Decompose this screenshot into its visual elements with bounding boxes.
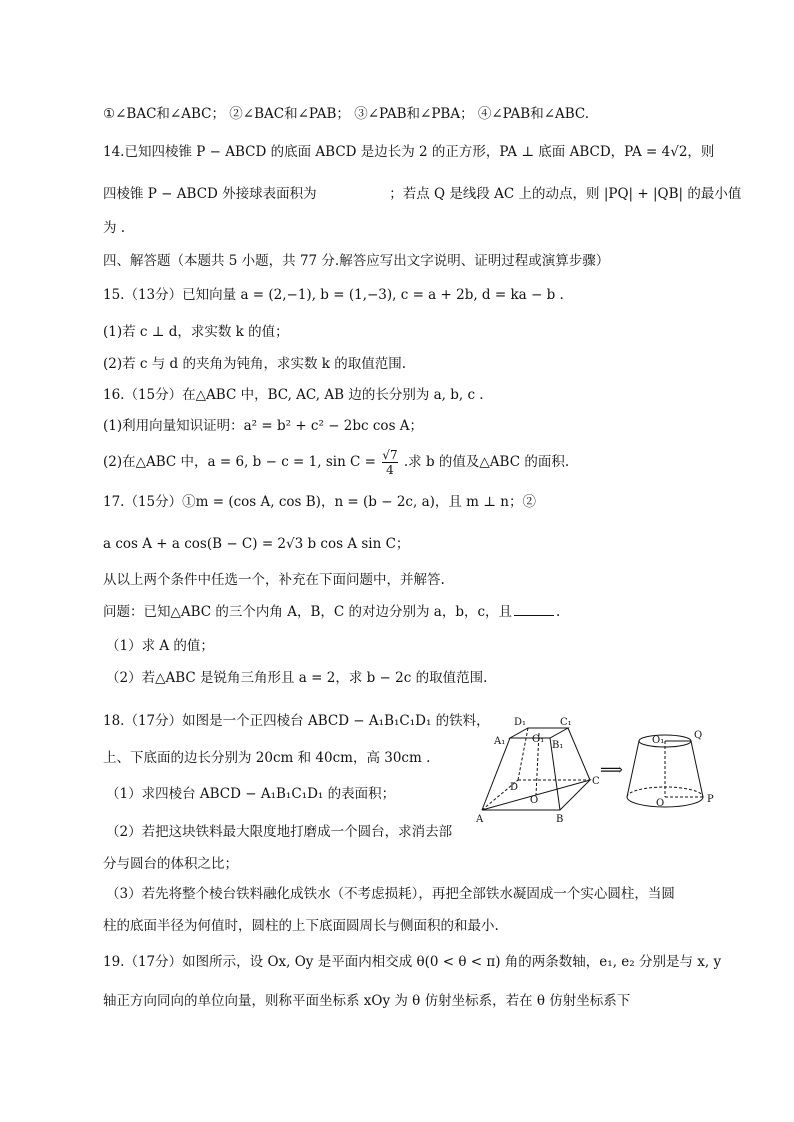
- q17-problem-end: .: [556, 604, 561, 620]
- cone-label-Q: Q: [694, 730, 703, 741]
- q18-part3-cont: 柱的底面半径为何值时，圆柱的上下底面圆周长与侧面积的和最小.: [103, 918, 499, 934]
- cone-label-O1: O₁: [652, 735, 665, 746]
- q17-part2: （2）若△ABC 是锐角三角形且 a = 2，求 b − 2c 的取值范围.: [106, 670, 488, 686]
- q17-problem: [103, 600, 560, 620]
- q18-part3: （3）若先将整个棱台铁料融化成铁水（不考虑损耗），再把全部铁水凝固成一个实心圆柱，当圆: [106, 886, 675, 902]
- label-A: A: [476, 814, 484, 825]
- label-C: C: [592, 776, 600, 787]
- fraction-numerator: √7: [382, 448, 398, 462]
- fraction: [382, 448, 397, 477]
- label-O: O: [530, 795, 539, 806]
- q18-dims: 上、下底面的边长分别为 20cm 和 40cm，高 30cm .: [103, 750, 431, 766]
- q15-part1: (1)若 c ⊥ d，求实数 k 的值；: [103, 324, 289, 340]
- frustum-edge-A: [482, 738, 510, 810]
- frustum-edge-D: [518, 728, 528, 780]
- label-B1: B₁: [552, 740, 564, 751]
- label-D: D: [510, 782, 519, 793]
- frustum-figure: [470, 710, 730, 825]
- q18-part2-cont: 分与圆台的体积之比；: [103, 856, 238, 872]
- q14-text-2a: 四棱锥 P − ABCD 外接球表面积为: [103, 186, 317, 202]
- label-B: B: [556, 814, 564, 825]
- cone-label-O: O: [656, 798, 665, 809]
- answer-blank-2: [514, 603, 554, 616]
- cone-label-P: P: [707, 794, 714, 805]
- q14-text-2b: ；若点 Q 是线段 AC 上的动点，则 |PQ| + |QB| 的最小值: [389, 186, 742, 202]
- q16-stem: 16.（15分）在△ABC 中，BC, AC, AB 边的长分别为 a, b, c .: [103, 387, 484, 403]
- q16-part2: [103, 448, 569, 477]
- q15-stem: 15.（13分）已知向量 a = (2,−1), b = (1,−3), c = a + 2b, d = ka − b .: [103, 287, 564, 303]
- label-D1: D₁: [514, 717, 527, 728]
- cone-drawing: [627, 735, 703, 807]
- q17-stem: 17.（15分）①m = (cos A, cos B)，n = (b − 2c, a)，且 m ⊥ n；②: [103, 494, 536, 510]
- q19-stem: 19.（17分）如图所示，设 Ox, Oy 是平面内相交成 θ(0 < θ < π) 角的两条数轴，e₁, e₂ 分别是与 x, y: [103, 954, 722, 970]
- q17-instruction: 从以上两个条件中任选一个，补充在下面问题中，并解答.: [103, 572, 445, 588]
- q14-text-3: 为 .: [103, 220, 126, 236]
- cone-left-side: [627, 741, 639, 797]
- q16-part1: (1)利用向量知识证明：a² = b² + c² − 2bc cos A；: [103, 418, 424, 434]
- q17-condition2: a cos A + a cos(B − C) = 2√3 b cos A sin C；: [103, 536, 410, 552]
- cone-right-side: [691, 741, 703, 797]
- q15-part2: (2)若 c 与 d 的夹角为钝角，求实数 k 的取值范围.: [103, 356, 407, 372]
- q18-part1: （1）求四棱台 ABCD − A₁B₁C₁D₁ 的表面积；: [106, 786, 396, 802]
- cone-bottom-front: [627, 797, 703, 807]
- frustum-edge-C: [568, 728, 590, 780]
- q16-part2a: (2)在△ABC 中，a = 6, b − c = 1, sin C =: [103, 454, 376, 470]
- q17-problem-text: 问题：已知△ABC 的三个内角 A，B，C 的对边分别为 a，b，c，且: [103, 604, 513, 620]
- section-heading: 四、解答题（本题共 5 小题，共 77 分.解答应写出文字说明、证明过程或演算步骤）: [103, 253, 610, 269]
- q16-part2b: .求 b 的值及△ABC 的面积.: [403, 454, 570, 470]
- fraction-denominator: 4: [386, 463, 394, 477]
- label-C1: C₁: [560, 717, 572, 728]
- arrow-icon: ⟹: [600, 760, 623, 779]
- q18-stem: 18.（17分）如图是一个正四棱台 ABCD − A₁B₁C₁D₁ 的铁料，: [103, 713, 490, 729]
- label-A1: A₁: [494, 736, 506, 747]
- label-O1: O₁: [532, 734, 545, 745]
- q17-part1: （1）求 A 的值；: [106, 638, 214, 654]
- q14-text: 14.已知四棱锥 P − ABCD 的底面 ABCD 是边长为 2 的正方形，PA ⊥ 底面 ABCD，PA = 4√2，则: [103, 144, 715, 160]
- q18-part2: （2）若把这块铁料最大限度地打磨成一个圆台，求消去部: [106, 824, 453, 840]
- q14-text-2: [103, 182, 741, 202]
- option-line: ①∠BAC和∠ABC； ②∠BAC和∠PAB； ③∠PAB和∠PBA； ④∠PAB和∠ABC.: [103, 106, 590, 122]
- q19-stem-2: 轴正方向同向的单位向量，则称平面坐标系 xOy 为 θ 仿射坐标系，若在 θ 仿射坐标系下: [103, 993, 631, 1009]
